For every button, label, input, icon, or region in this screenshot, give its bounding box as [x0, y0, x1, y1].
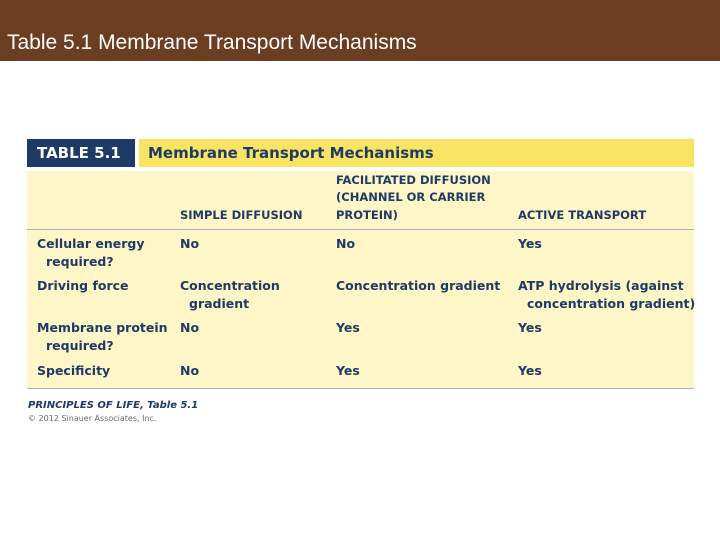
- row-label: Driving force: [37, 278, 129, 293]
- table-cell: Yes: [336, 363, 360, 378]
- table-row: [27, 314, 694, 357]
- table-cell: No: [336, 236, 356, 251]
- table-cell: Concentration gradient: [336, 278, 501, 293]
- title-bar: [0, 0, 720, 61]
- table-row: [27, 272, 694, 314]
- table-cell: Yes: [518, 320, 542, 335]
- column-header-simple-diffusion: SIMPLE DIFFUSION: [180, 207, 303, 222]
- column-header-active-transport: ACTIVE TRANSPORT: [518, 207, 647, 222]
- column-headers: [27, 171, 694, 230]
- table-row: [27, 230, 694, 272]
- row-label: Membrane protein required?: [37, 320, 168, 353]
- table-bottom-rule: [27, 388, 694, 389]
- table-cell: Yes: [518, 363, 542, 378]
- copyright-notice: © 2012 Sinauer Associates, Inc.: [28, 414, 157, 423]
- table-cell: Concentration gradient: [180, 278, 280, 311]
- column-header-facilitated-diffusion: FACILITATED DIFFUSION (CHANNEL OR CARRIER PROTEIN): [336, 172, 491, 222]
- row-label: Cellular energy required?: [37, 236, 145, 269]
- table-heading: Membrane Transport Mechanisms: [139, 139, 694, 167]
- table-cell: Yes: [518, 236, 542, 251]
- table-row: [27, 357, 694, 386]
- table-cell: No: [180, 320, 200, 335]
- table-label: TABLE 5.1: [27, 139, 135, 167]
- table-cell: Yes: [336, 320, 360, 335]
- slide-title: Table 5.1 Membrane Transport Mechanisms: [7, 31, 417, 54]
- table-body: [27, 171, 694, 388]
- transport-table: [27, 139, 694, 389]
- table-cell: No: [180, 236, 200, 251]
- row-label: Specificity: [37, 363, 111, 378]
- table-cell: No: [180, 363, 200, 378]
- table-cell: ATP hydrolysis (against concentration gradient): [518, 278, 696, 311]
- table-header: [27, 139, 694, 167]
- source-citation: PRINCIPLES OF LIFE, Table 5.1: [28, 400, 199, 411]
